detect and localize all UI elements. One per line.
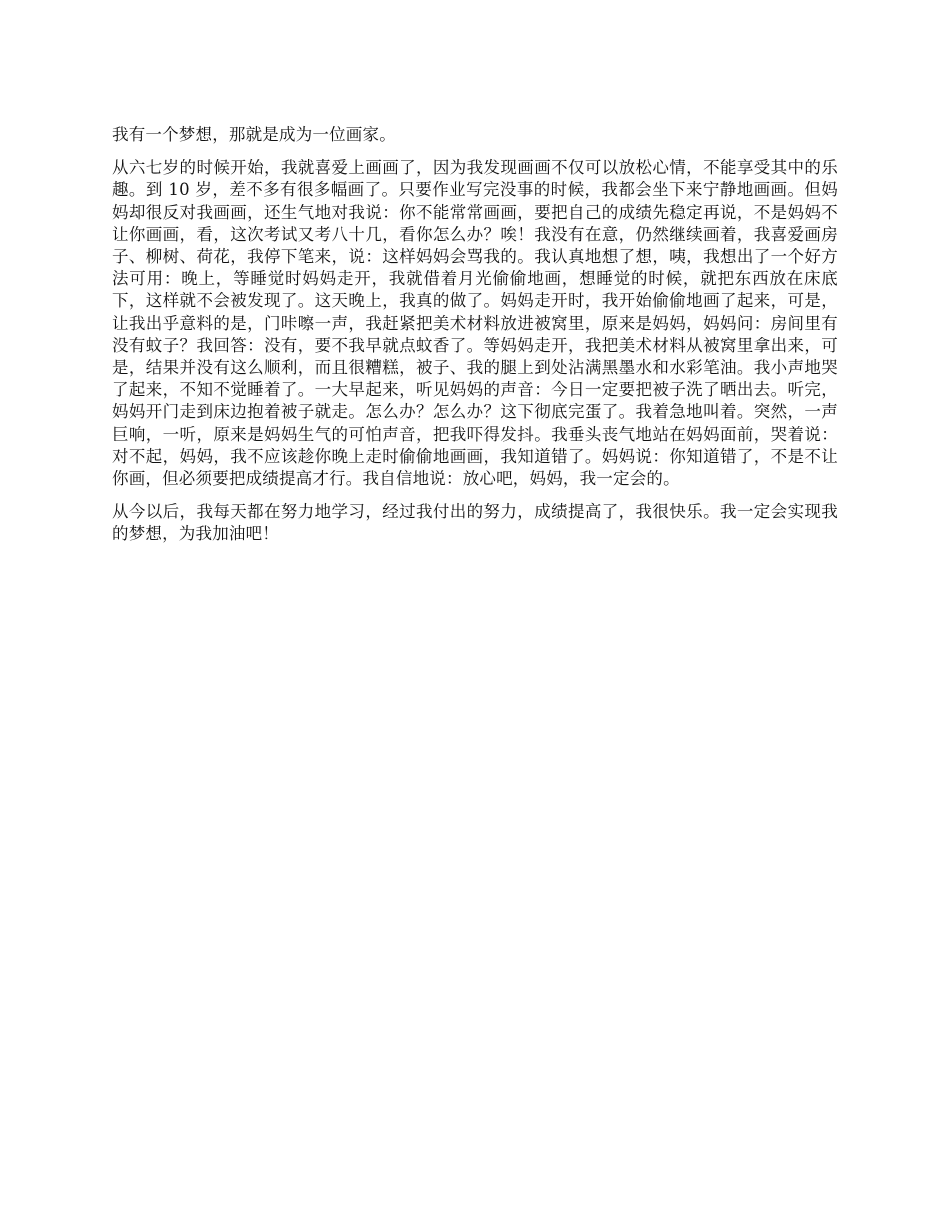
paragraph-intro: 我有一个梦想，那就是成为一位画家。 <box>112 125 396 144</box>
paragraph-story: 从六七岁的时候开始，我就喜爱上画画了，因为我发现画画不仅可以放松心情，不能享受其中的乐趣。到 10 岁，差不多有很多幅画了。只要作业写完没事的时候，我都会坐下来宁静地画画。但妈妈却很反对我画画，还生气地对我说：你不能常常画画，要把自己的成绩先稳定再说，不是妈妈不让你画画，看，这次考试又考八十几，看你怎么办？唉！我没有在意，仍然继续画着，我喜爱画房子、柳树、荷花，我停下笔来，说：这样妈妈会骂我的。我认真地想了想，咦，我想出了一个好方法可用：晚上，等睡觉时妈妈走开，我就借着月光偷偷地画，想睡觉的时候，就把东西放在床底下，这样就不会被发现了。这天晚上，我真的做了。妈妈走开时，我开始偷偷地画了起来，可是，让我出乎意料的是，门咔嚓一声，我赶紧把美术材料放进被窝里，原来是妈妈，妈妈问：房间里有没有蚊子？我回答：没有，要不我早就点蚊香了。等妈妈走开，我把美术材料从被窝里拿出来，可是，结果并没有这么顺利，而且很糟糕，被子、我的腿上到处沾满黑墨水和水彩笔油。我小声地哭了起来，不知不觉睡着了。一大早起来，听见妈妈的声音：今日一定要把被子洗了晒出去。听完，妈妈开门走到床边抱着被子就走。怎么办？怎么办？这下彻底完蛋了。我着急地叫着。突然，一声巨响，一听，原来是妈妈生气的可怕声音，把我吓得发抖。我垂头丧气地站在妈妈面前，哭着说：对不起，妈妈，我不应该趁你晚上走时偷偷地画画，我知道错了。妈妈说：你知道错了，不是不让你画，但必须要把成绩提高才行。我自信地说：放心吧，妈妈，我一定会的。 <box>112 158 838 489</box>
document-body <box>112 124 838 557</box>
paragraph-conclusion: 从今以后，我每天都在努力地学习，经过我付出的努力，成绩提高了，我很快乐。我一定会实现我的梦想，为我加油吧！ <box>112 502 838 544</box>
